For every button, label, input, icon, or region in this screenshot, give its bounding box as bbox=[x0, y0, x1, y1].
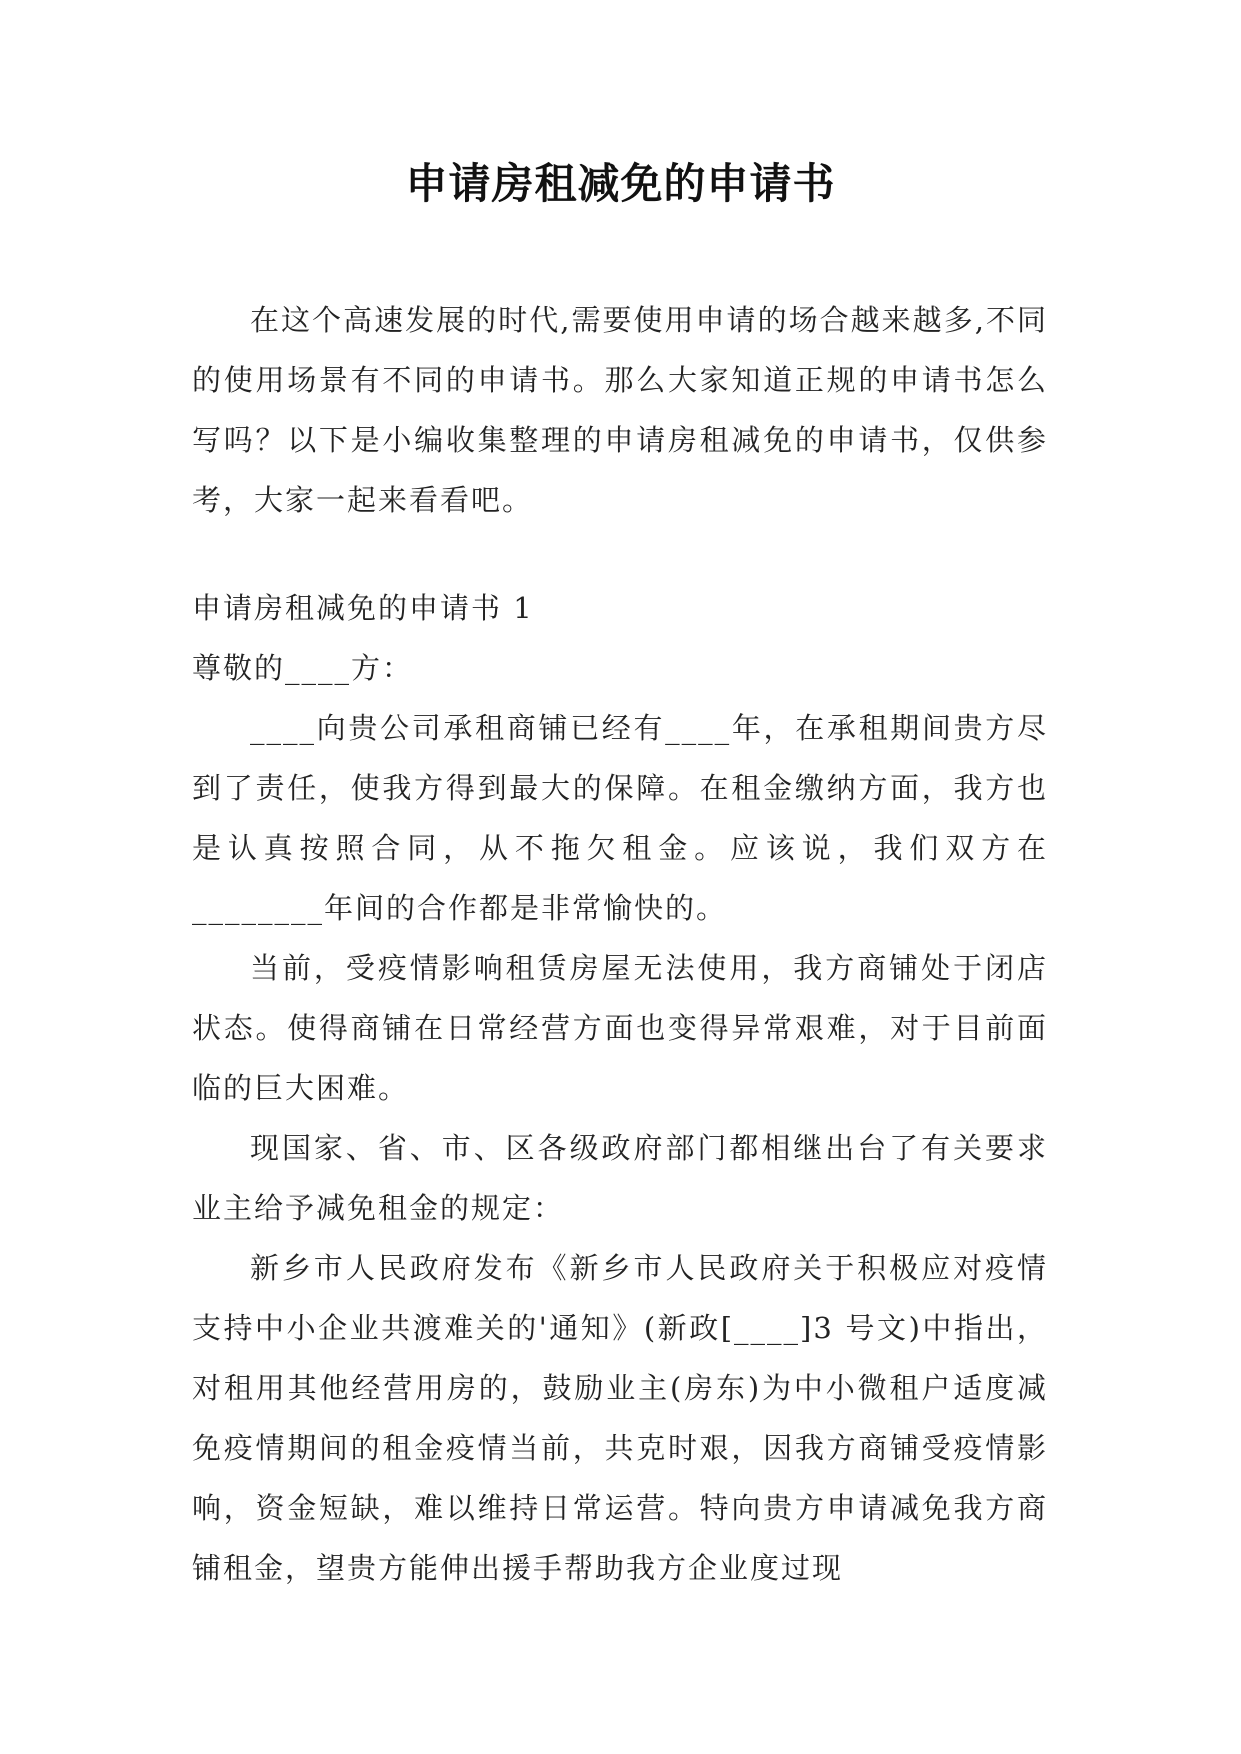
letter-block bbox=[192, 578, 1048, 1598]
intro-block bbox=[192, 290, 1048, 530]
section-heading: 申请房租减免的申请书 1 bbox=[192, 591, 534, 625]
intro-paragraph: 在这个高速发展的时代,需要使用申请的场合越来越多,不同的使用场景有不同的申请书。那么大家知道正规的申请书怎么写吗？以下是小编收集整理的申请房租减免的申请书，仅供参考，大家一起来看看吧。 bbox=[192, 303, 1048, 517]
letter-paragraph: 当前，受疫情影响租赁房屋无法使用，我方商铺处于闭店状态。使得商铺在日常经营方面也变得异常艰难，对于目前面临的巨大困难。 bbox=[192, 951, 1048, 1105]
letter-paragraph: 现国家、省、市、区各级政府部门都相继出台了有关要求业主给予减免租金的规定： bbox=[192, 1131, 1048, 1225]
document-title: 申请房租减免的申请书 bbox=[405, 159, 836, 208]
letter-paragraph: ____向贵公司承租商铺已经有____年，在承租期间贵方尽到了责任，使我方得到最大的保障。在租金缴纳方面，我方也是认真按照合同，从不拖欠租金。应该说，我们双方在________年间的合作都是非常愉快的。 bbox=[192, 711, 1048, 925]
letter-paragraph: 新乡市人民政府发布《新乡市人民政府关于积极应对疫情支持中小企业共渡难关的'通知》(新政[____]3 号文)中指出，对租用其他经营用房的，鼓励业主(房东)为中小微租户适度减免疫情期间的租金疫情当前，共克时艰，因我方商铺受疫情影响，资金短缺，难以维持日常运营。特向贵方申请减免我方商铺租金，望贵方能伸出援手帮助我方企业度过现 bbox=[192, 1251, 1048, 1585]
salutation: 尊敬的____方： bbox=[192, 651, 414, 685]
